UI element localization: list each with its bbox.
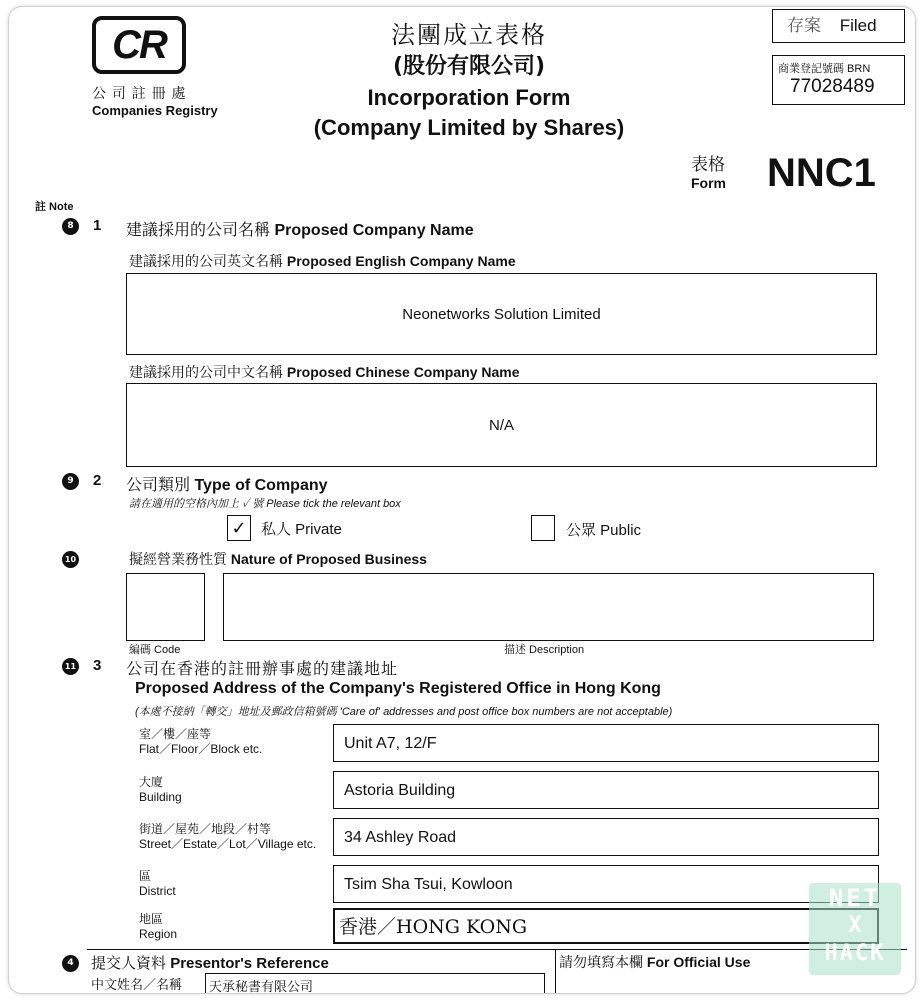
cr-logo	[92, 16, 186, 74]
region-label-zh: 地區	[139, 912, 164, 926]
filed-label-zh: 存案	[787, 16, 821, 35]
note-label: 註 Note	[35, 201, 74, 213]
chinese-name-label-en: Proposed Chinese Company Name	[286, 364, 520, 380]
presentor-title	[91, 952, 329, 973]
watermark-line-2: X	[848, 913, 862, 938]
district-label-en: District	[139, 884, 176, 898]
business-title-en: Nature of Proposed Business	[230, 551, 427, 567]
official-use-zh: 請勿填寫本欄	[559, 954, 643, 970]
street-field[interactable]: 34 Ashley Road	[333, 818, 879, 856]
form-page	[8, 6, 916, 994]
district-field[interactable]: Tsim Sha Tsui, Kowloon	[333, 865, 879, 903]
title-zh: 法團成立表格	[391, 21, 547, 49]
english-name-field[interactable]	[126, 273, 877, 355]
watermark-line-3: HACK	[824, 941, 886, 966]
code-label: 編碼 Code	[129, 644, 181, 656]
brn-value: 77028489	[790, 76, 875, 97]
private-checkbox[interactable]	[227, 515, 251, 541]
filed-box	[772, 9, 905, 43]
flat-label-en: Flat／Floor／Block etc.	[139, 742, 263, 756]
brn-box	[772, 55, 905, 105]
english-name-label-zh: 建議採用的公司英文名稱	[129, 253, 283, 269]
english-name-label	[129, 251, 516, 271]
business-title-zh: 擬經營業務性質	[129, 551, 227, 567]
registry-name-en: Companies Registry	[92, 103, 218, 118]
public-checkbox[interactable]	[531, 515, 555, 541]
flat-label	[139, 727, 262, 757]
note-marker-9: 9	[62, 473, 79, 490]
region-label-en: Region	[139, 927, 178, 941]
section-1-title	[126, 217, 474, 240]
private-label: 私人 Private	[261, 521, 342, 538]
chinese-name-label-zh: 建議採用的公司中文名稱	[129, 364, 283, 380]
chinese-name-field[interactable]	[126, 383, 877, 467]
tick-instruction-zh: 請在適用的空格內加上 ✓ 號	[129, 498, 264, 510]
section-1-title-zh: 建議採用的公司名稱	[126, 222, 271, 239]
tick-instruction	[129, 495, 401, 511]
presentor-top-rule	[87, 949, 907, 950]
business-title	[129, 549, 427, 569]
logo-text: CR	[112, 22, 166, 67]
building-field[interactable]: Astoria Building	[333, 771, 879, 809]
official-use-divider	[555, 949, 556, 994]
public-label: 公眾 Public	[566, 522, 642, 539]
title-en: Incorporation Form	[367, 85, 571, 110]
description-label: 描述 Description	[504, 644, 585, 656]
form-label	[691, 150, 726, 191]
registry-name-zh: 公 司 註 冊 處	[92, 85, 187, 101]
section-2-number: 2	[93, 472, 102, 489]
street-label-zh: 街道／屋苑／地段／村等	[139, 822, 272, 836]
street-label	[139, 822, 316, 852]
brn-label: 商業登記號碼 BRN	[778, 63, 871, 75]
nethack-watermark	[809, 883, 901, 975]
presentor-title-zh: 提交人資料	[91, 955, 167, 972]
region-field[interactable]: 香港／HONG KONG	[333, 908, 879, 944]
building-label-zh: 大廈	[139, 775, 164, 789]
note-marker-11: 11	[62, 658, 79, 675]
section-1-number: 1	[93, 217, 102, 234]
note-marker-10: 10	[62, 551, 79, 568]
section-2-title-en: Type of Company	[194, 477, 328, 494]
section-1-title-en: Proposed Company Name	[274, 222, 474, 239]
section-3-title-en: Proposed Address of the Company's Registered Office in Hong Kong	[135, 680, 661, 697]
street-label-en: Street／Estate／Lot／Village etc.	[139, 837, 317, 851]
note-marker-8: 8	[62, 218, 79, 235]
section-2-title	[126, 472, 328, 495]
address-note	[135, 703, 672, 719]
english-name-value: Neonetworks Solution Limited	[402, 305, 601, 323]
region-label	[139, 912, 177, 942]
english-name-label-en: Proposed English Company Name	[286, 253, 516, 269]
private-check-mark: ✓	[231, 517, 247, 539]
flat-field[interactable]: Unit A7, 12/F	[333, 724, 879, 762]
presentor-name-label: 中文姓名／名稱	[91, 977, 183, 992]
form-code: NNC1	[767, 151, 876, 195]
watermark-line-1: NET	[828, 884, 882, 912]
building-label	[139, 775, 182, 805]
address-note-en: 'Care of' addresses and post office box numbers are not acceptable)	[339, 706, 673, 718]
official-use-label	[559, 952, 750, 972]
business-description-field[interactable]	[223, 573, 874, 641]
address-note-zh: (本處不接納「轉交」地址及郵政信箱號碼	[135, 706, 337, 718]
section-3-title-zh: 公司在香港的註冊辦事處的建議地址	[126, 661, 399, 678]
subtitle-en: (Company Limited by Shares)	[313, 115, 625, 140]
presentor-name-field[interactable]	[205, 973, 545, 994]
tick-instruction-en: Please tick the relevant box	[266, 498, 401, 510]
note-marker-4: 4	[62, 955, 79, 972]
section-3-number: 3	[93, 657, 102, 674]
presentor-title-en: Presentor's Reference	[170, 955, 329, 972]
flat-label-zh: 室／樓／座等	[139, 727, 212, 741]
building-label-en: Building	[139, 790, 182, 804]
form-label-zh: 表格	[691, 155, 725, 174]
form-label-en: Form	[691, 175, 726, 191]
business-code-field[interactable]	[126, 573, 205, 641]
filed-label-en: Filed	[839, 16, 877, 35]
official-use-en: For Official Use	[646, 954, 751, 970]
chinese-name-label	[129, 362, 520, 382]
title-block	[279, 19, 659, 143]
subtitle-zh: (股份有限公司)	[392, 54, 546, 79]
section-2-title-zh: 公司類別	[126, 477, 191, 494]
district-label-zh: 區	[139, 869, 152, 883]
chinese-name-value: N/A	[488, 416, 514, 434]
district-label	[139, 869, 176, 899]
presentor-name-value: 天承秘書有限公司	[209, 979, 314, 994]
